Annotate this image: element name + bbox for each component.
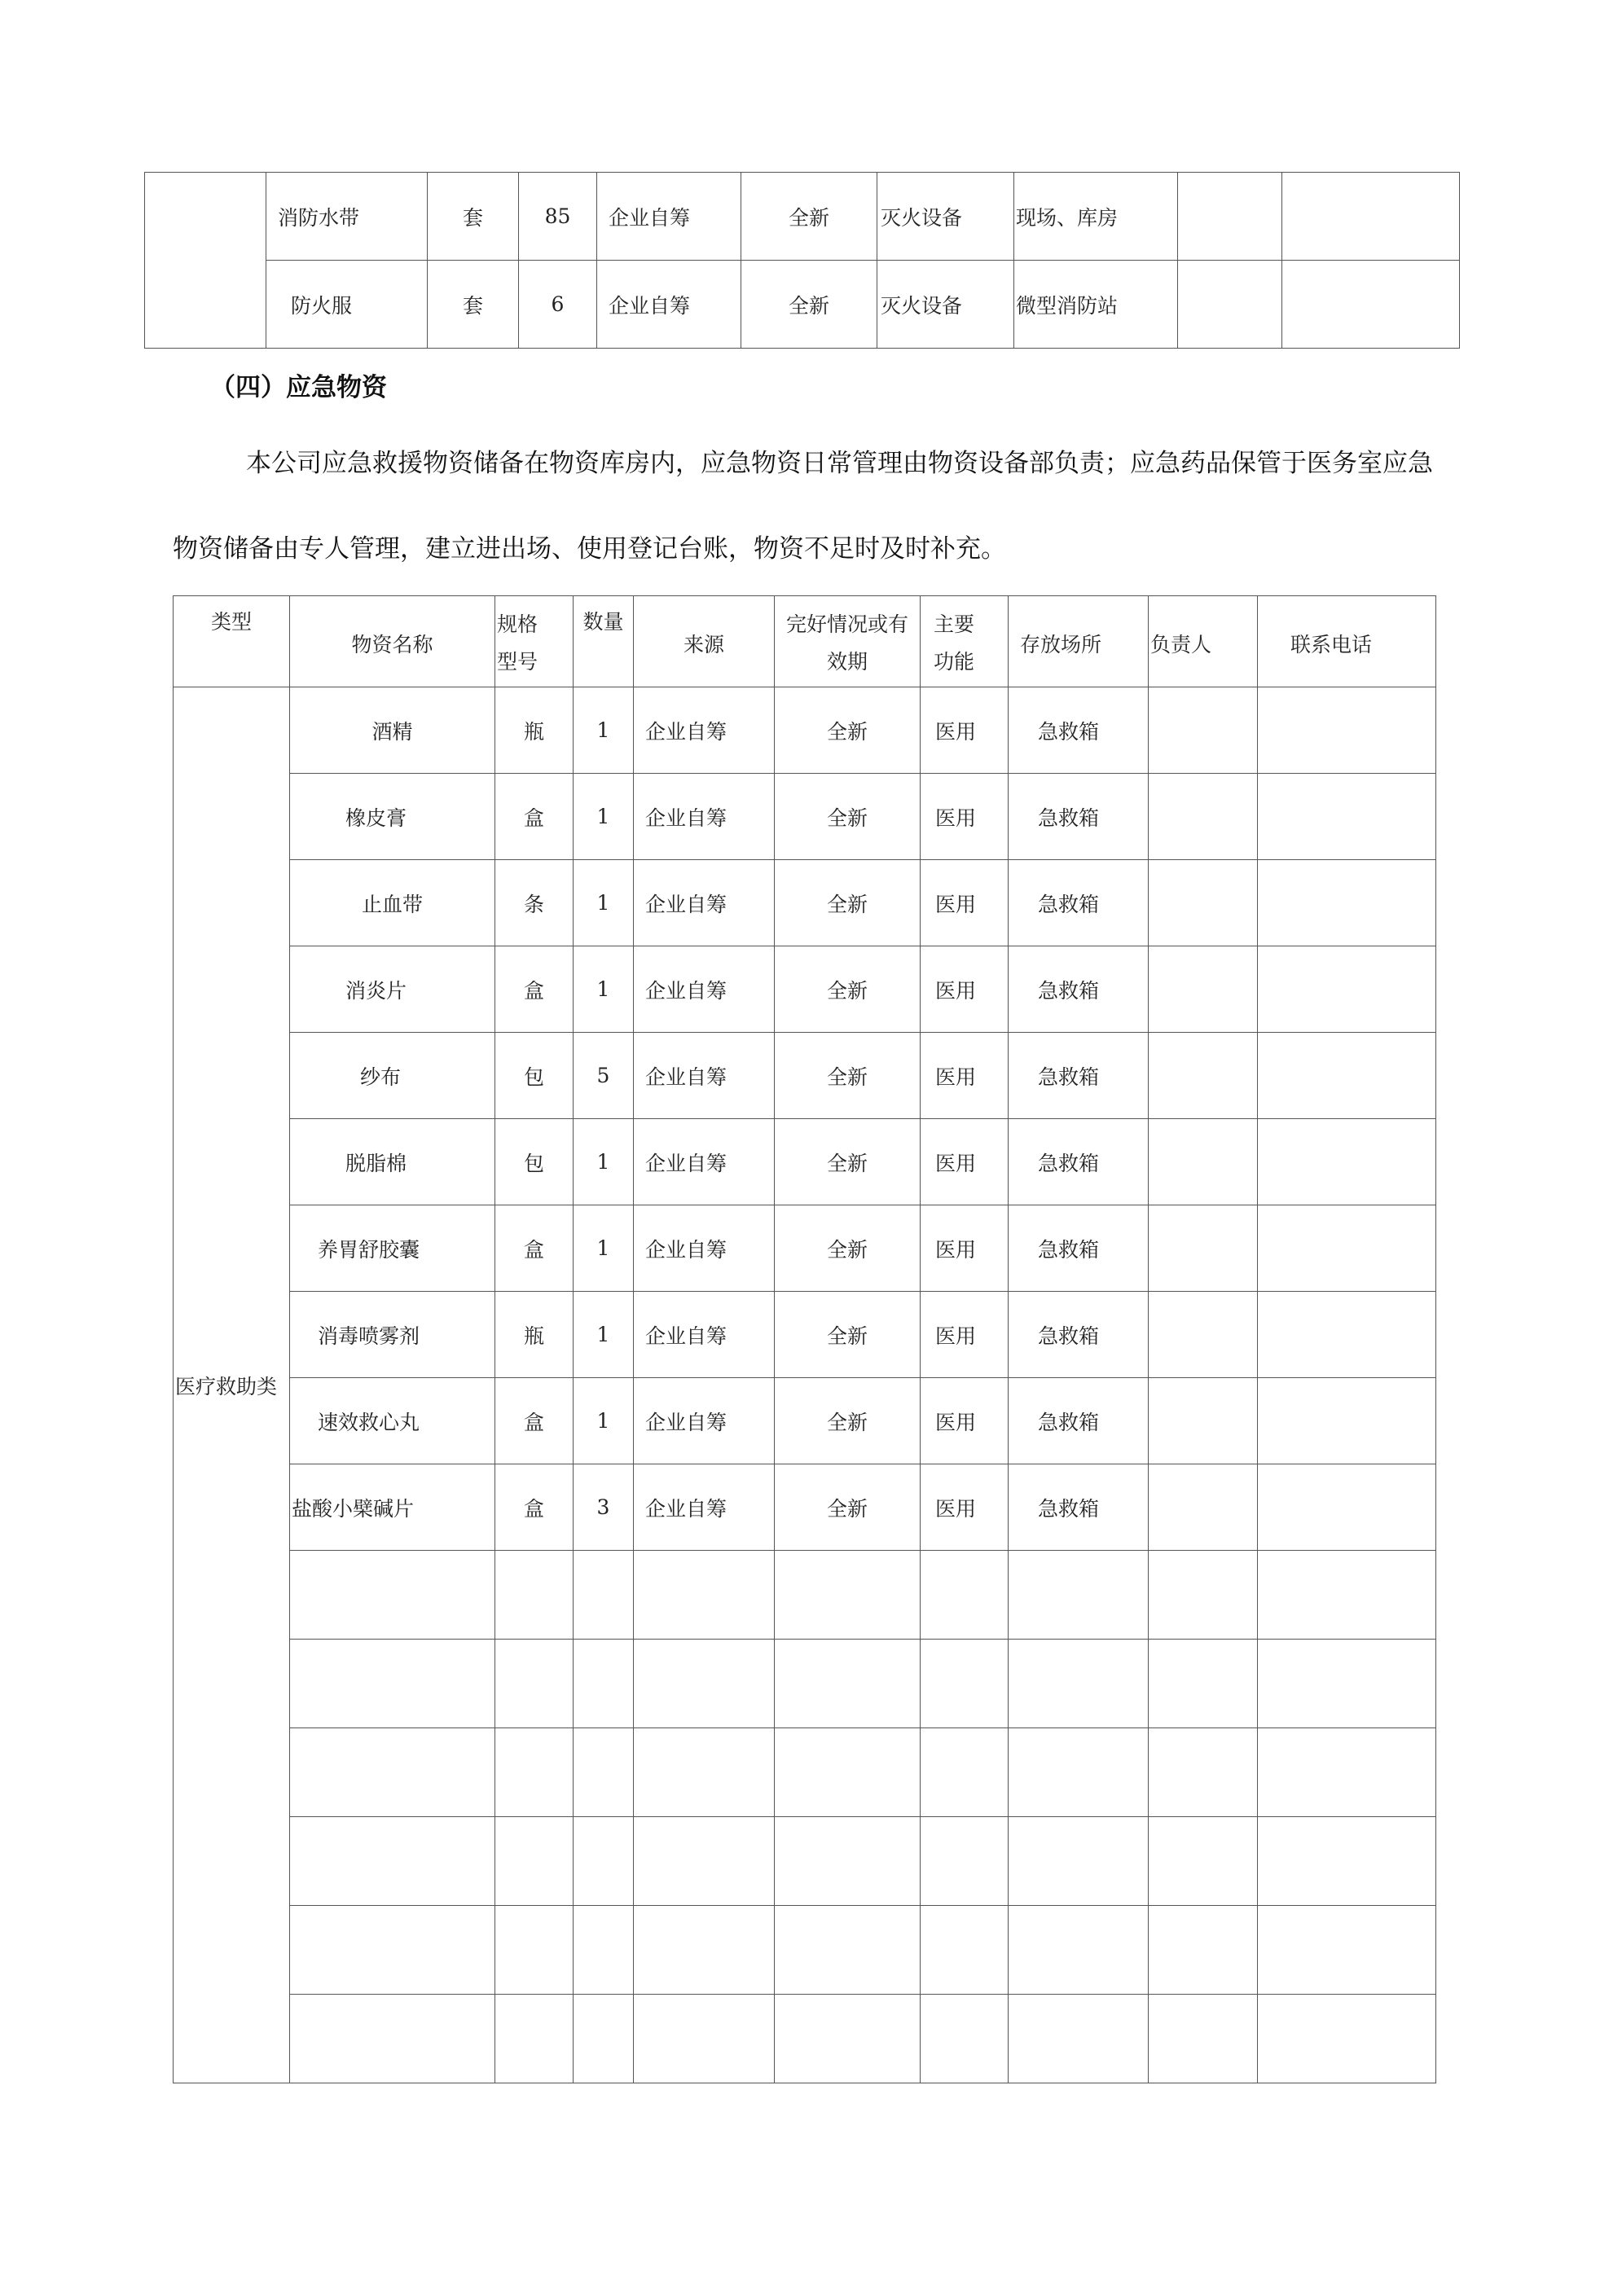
- empty-cell: [775, 1640, 921, 1728]
- item-phone: [1258, 1378, 1436, 1464]
- emergency-supplies-table: [173, 595, 1436, 2083]
- empty-cell: [775, 1995, 921, 2083]
- empty-cell: [1149, 1728, 1258, 1817]
- section-paragraph-line1: 本公司应急救援物资储备在物资库房内，应急物资日常管理由物资设备部负责；应急药品保管于医务室应急: [246, 449, 1433, 478]
- item-condition: 全新: [775, 687, 921, 774]
- item-function: 医用: [921, 1378, 1009, 1464]
- section-heading: （四）应急物资: [210, 373, 387, 402]
- item-location: 急救箱: [1009, 1119, 1149, 1205]
- item-location: 急救箱: [1009, 860, 1149, 946]
- item-source: 企业自筹: [634, 1033, 775, 1119]
- item-source: 企业自筹: [597, 173, 741, 261]
- item-condition: 全新: [775, 1464, 921, 1551]
- item-function: 医用: [921, 1205, 1009, 1292]
- item-source: 企业自筹: [634, 1292, 775, 1378]
- item-qty: 1: [574, 1119, 634, 1205]
- table-row: [174, 1378, 1436, 1464]
- item-condition: 全新: [775, 1378, 921, 1464]
- empty-table-row: [174, 1817, 1436, 1906]
- item-phone: [1282, 173, 1460, 261]
- item-unit: 盒: [495, 1205, 574, 1292]
- empty-cell: [290, 1906, 495, 1995]
- empty-cell: [495, 1551, 574, 1640]
- item-name: 酒精: [290, 687, 495, 774]
- empty-cell: [1258, 1640, 1436, 1728]
- item-phone: [1258, 1205, 1436, 1292]
- empty-cell: [1009, 1817, 1149, 1906]
- item-qty: 5: [574, 1033, 634, 1119]
- empty-cell: [1258, 1817, 1436, 1906]
- item-phone: [1258, 1464, 1436, 1551]
- header-spec-line2: 型号: [497, 650, 538, 674]
- item-function: 医用: [921, 860, 1009, 946]
- table-row: [174, 1292, 1436, 1378]
- header-condition-line1: 完好情况或有: [785, 612, 908, 636]
- empty-cell: [1258, 1995, 1436, 2083]
- empty-cell: [921, 1551, 1009, 1640]
- empty-cell: [574, 1995, 634, 2083]
- item-location: 急救箱: [1009, 1378, 1149, 1464]
- empty-cell: [921, 1640, 1009, 1728]
- item-function: 医用: [921, 1033, 1009, 1119]
- empty-cell: [290, 1728, 495, 1817]
- item-location: 微型消防站: [1014, 261, 1178, 349]
- item-phone: [1258, 946, 1436, 1033]
- item-person: [1149, 1033, 1258, 1119]
- item-function: 医用: [921, 1464, 1009, 1551]
- section-paragraph-line2: 物资储备由专人管理，建立进出场、使用登记台账，物资不足时及时补充。: [173, 534, 1006, 564]
- header-condition-line2: 效期: [826, 650, 868, 674]
- header-spec: [495, 596, 574, 687]
- empty-cell: [495, 1728, 574, 1817]
- category-cell: [145, 173, 266, 349]
- empty-cell: [634, 1551, 775, 1640]
- empty-table-row: [174, 1640, 1436, 1728]
- continued-supplies-table: [144, 172, 1460, 349]
- item-condition: 全新: [775, 774, 921, 860]
- empty-cell: [574, 1906, 634, 1995]
- item-name: 橡皮膏: [290, 774, 495, 860]
- item-name: 速效救心丸: [290, 1378, 495, 1464]
- empty-table-row: [174, 1906, 1436, 1995]
- item-condition: 全新: [775, 946, 921, 1033]
- item-condition: 全新: [775, 1205, 921, 1292]
- item-condition: 全新: [775, 1033, 921, 1119]
- header-name: 物资名称: [290, 596, 495, 687]
- item-person: [1149, 1205, 1258, 1292]
- item-qty: 1: [574, 946, 634, 1033]
- header-function-line1: 主要: [934, 612, 975, 636]
- item-location: 急救箱: [1009, 1464, 1149, 1551]
- item-name: 止血带: [290, 860, 495, 946]
- item-name: 消毒喷雾剂: [290, 1292, 495, 1378]
- empty-cell: [921, 1817, 1009, 1906]
- item-phone: [1282, 261, 1460, 349]
- item-phone: [1258, 1033, 1436, 1119]
- item-qty: 1: [574, 860, 634, 946]
- item-source: 企业自筹: [634, 774, 775, 860]
- empty-cell: [921, 1906, 1009, 1995]
- header-spec-line1: 规格: [497, 612, 538, 636]
- table-row: [174, 1033, 1436, 1119]
- item-person: [1149, 860, 1258, 946]
- item-qty: 1: [574, 774, 634, 860]
- empty-cell: [1009, 1995, 1149, 2083]
- empty-cell: [921, 1728, 1009, 1817]
- empty-cell: [574, 1817, 634, 1906]
- item-qty: 3: [574, 1464, 634, 1551]
- item-function: 医用: [921, 774, 1009, 860]
- table-row: [174, 946, 1436, 1033]
- empty-cell: [495, 1817, 574, 1906]
- table-row: [174, 687, 1436, 774]
- item-function: 医用: [921, 1119, 1009, 1205]
- empty-cell: [574, 1551, 634, 1640]
- header-type: 类型: [174, 596, 290, 687]
- item-qty: 6: [519, 261, 597, 349]
- item-name: 消炎片: [290, 946, 495, 1033]
- header-qty: 数量: [574, 596, 634, 687]
- item-unit: 包: [495, 1119, 574, 1205]
- item-location: 急救箱: [1009, 946, 1149, 1033]
- empty-table-row: [174, 1995, 1436, 2083]
- header-function-line2: 功能: [934, 650, 975, 674]
- item-name: 消防水带: [266, 173, 428, 261]
- item-person: [1149, 1464, 1258, 1551]
- item-source: 企业自筹: [634, 1464, 775, 1551]
- empty-table-row: [174, 1728, 1436, 1817]
- category-cell: 医疗救助类: [174, 687, 290, 2083]
- empty-cell: [1149, 1817, 1258, 1906]
- item-source: 企业自筹: [634, 687, 775, 774]
- item-unit: 瓶: [495, 687, 574, 774]
- item-function: 医用: [921, 1292, 1009, 1378]
- empty-cell: [290, 1995, 495, 2083]
- item-person: [1149, 946, 1258, 1033]
- item-person: [1149, 1119, 1258, 1205]
- empty-cell: [290, 1551, 495, 1640]
- table-row: [145, 173, 1460, 261]
- item-qty: 85: [519, 173, 597, 261]
- item-person: [1149, 1378, 1258, 1464]
- empty-cell: [921, 1995, 1009, 2083]
- item-qty: 1: [574, 687, 634, 774]
- empty-cell: [574, 1728, 634, 1817]
- empty-cell: [1258, 1551, 1436, 1640]
- empty-cell: [1149, 1995, 1258, 2083]
- table-row: [145, 261, 1460, 349]
- empty-cell: [290, 1640, 495, 1728]
- empty-cell: [495, 1906, 574, 1995]
- item-unit: 包: [495, 1033, 574, 1119]
- item-qty: 1: [574, 1292, 634, 1378]
- item-function: 灭火设备: [877, 261, 1014, 349]
- empty-cell: [634, 1906, 775, 1995]
- empty-cell: [1009, 1640, 1149, 1728]
- item-location: 急救箱: [1009, 774, 1149, 860]
- item-name: 防火服: [266, 261, 428, 349]
- item-unit: 套: [428, 173, 519, 261]
- table-row: [174, 1205, 1436, 1292]
- empty-cell: [1149, 1906, 1258, 1995]
- item-phone: [1258, 860, 1436, 946]
- item-source: 企业自筹: [634, 1378, 775, 1464]
- empty-cell: [634, 1640, 775, 1728]
- empty-cell: [775, 1817, 921, 1906]
- empty-cell: [1258, 1728, 1436, 1817]
- empty-cell: [634, 1995, 775, 2083]
- header-condition: [775, 596, 921, 687]
- item-unit: 条: [495, 860, 574, 946]
- item-function: 医用: [921, 946, 1009, 1033]
- item-unit: 盒: [495, 1464, 574, 1551]
- item-person: [1149, 1292, 1258, 1378]
- item-source: 企业自筹: [634, 1119, 775, 1205]
- item-location: 急救箱: [1009, 1033, 1149, 1119]
- item-unit: 盒: [495, 774, 574, 860]
- empty-cell: [1009, 1551, 1149, 1640]
- item-phone: [1258, 1119, 1436, 1205]
- item-phone: [1258, 687, 1436, 774]
- empty-cell: [495, 1640, 574, 1728]
- empty-cell: [1009, 1906, 1149, 1995]
- header-source: 来源: [634, 596, 775, 687]
- header-location: 存放场所: [1009, 596, 1149, 687]
- empty-cell: [775, 1906, 921, 1995]
- empty-cell: [634, 1728, 775, 1817]
- header-phone: 联系电话: [1258, 596, 1436, 687]
- empty-cell: [290, 1817, 495, 1906]
- item-unit: 套: [428, 261, 519, 349]
- item-function: 灭火设备: [877, 173, 1014, 261]
- empty-cell: [1009, 1728, 1149, 1817]
- empty-cell: [1258, 1906, 1436, 1995]
- item-source: 企业自筹: [634, 860, 775, 946]
- empty-cell: [775, 1728, 921, 1817]
- item-function: 医用: [921, 687, 1009, 774]
- item-name: 盐酸小檗碱片: [290, 1464, 495, 1551]
- empty-cell: [495, 1995, 574, 2083]
- table-header-row: [174, 596, 1436, 687]
- item-qty: 1: [574, 1378, 634, 1464]
- item-name: 养胃舒胶囊: [290, 1205, 495, 1292]
- item-location: 急救箱: [1009, 1205, 1149, 1292]
- item-source: 企业自筹: [634, 946, 775, 1033]
- item-location: 现场、库房: [1014, 173, 1178, 261]
- item-phone: [1258, 1292, 1436, 1378]
- item-condition: 全新: [775, 1292, 921, 1378]
- item-condition: 全新: [741, 173, 877, 261]
- empty-cell: [634, 1817, 775, 1906]
- item-location: 急救箱: [1009, 1292, 1149, 1378]
- item-condition: 全新: [741, 261, 877, 349]
- header-function: [921, 596, 1009, 687]
- table-row: [174, 1464, 1436, 1551]
- header-person: 负责人: [1149, 596, 1258, 687]
- empty-cell: [574, 1640, 634, 1728]
- item-person: [1149, 774, 1258, 860]
- table-row: [174, 1119, 1436, 1205]
- empty-cell: [1149, 1640, 1258, 1728]
- item-unit: 盒: [495, 1378, 574, 1464]
- item-phone: [1258, 774, 1436, 860]
- item-source: 企业自筹: [634, 1205, 775, 1292]
- item-person: [1149, 687, 1258, 774]
- empty-cell: [1149, 1551, 1258, 1640]
- item-location: 急救箱: [1009, 687, 1149, 774]
- item-name: 纱布: [290, 1033, 495, 1119]
- item-name: 脱脂棉: [290, 1119, 495, 1205]
- empty-cell: [775, 1551, 921, 1640]
- item-person: [1178, 261, 1282, 349]
- item-person: [1178, 173, 1282, 261]
- item-unit: 盒: [495, 946, 574, 1033]
- item-unit: 瓶: [495, 1292, 574, 1378]
- item-condition: 全新: [775, 860, 921, 946]
- item-source: 企业自筹: [597, 261, 741, 349]
- item-qty: 1: [574, 1205, 634, 1292]
- empty-table-row: [174, 1551, 1436, 1640]
- table-row: [174, 860, 1436, 946]
- item-condition: 全新: [775, 1119, 921, 1205]
- table-row: [174, 774, 1436, 860]
